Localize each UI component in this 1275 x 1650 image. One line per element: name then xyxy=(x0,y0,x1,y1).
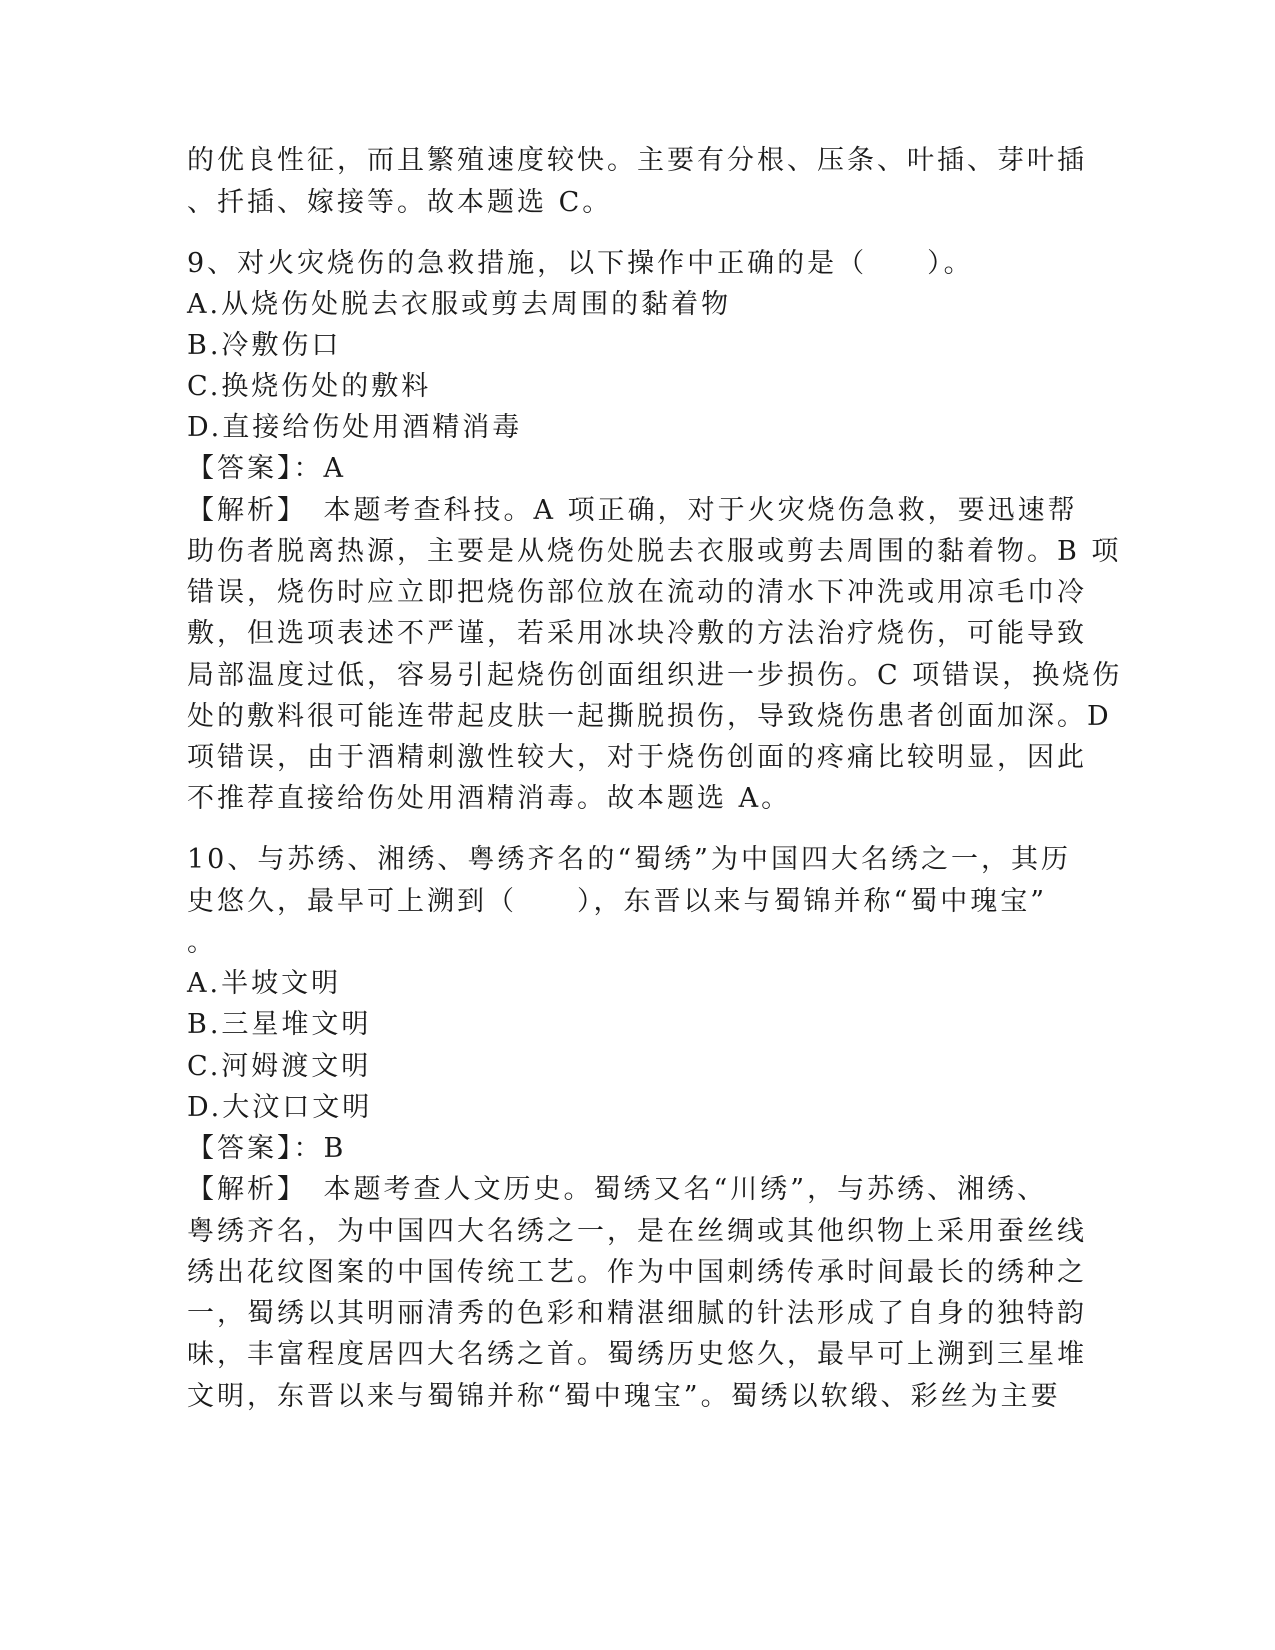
q10-option-d: D.大汶口文明 xyxy=(187,1092,373,1123)
q9-explanation-line-3: 错误，烧伤时应立即把烧伤部位放在流动的清水下冲洗或用凉毛巾冷 xyxy=(187,577,1087,608)
q10-question-line-1: 10、与苏绣、湘绣、粤绣齐名的“蜀绣”为中国四大名绣之一，其历 xyxy=(187,844,1071,875)
q9-explanation-line-6: 处的敷料很可能连带起皮肤一起撕脱损伤，导致烧伤患者创面加深。D xyxy=(187,701,1112,732)
q10-question-line-3: 。 xyxy=(187,927,217,958)
q10-explanation-line-2: 粤绣齐名，为中国四大名绣之一，是在丝绸或其他织物上采用蚕丝线 xyxy=(187,1216,1087,1247)
q9-explanation-line-4: 敷，但选项表述不严谨，若采用冰块冷敷的方法治疗烧伤，可能导致 xyxy=(187,618,1087,649)
q9-option-c: C.换烧伤处的敷料 xyxy=(187,371,432,402)
q9-option-b: B.冷敷伤口 xyxy=(187,330,342,361)
q10-explanation-line-3: 绣出花纹图案的中国传统工艺。作为中国刺绣传承时间最长的绣种之 xyxy=(187,1257,1087,1288)
q9-explanation-line-2: 助伤者脱离热源，主要是从烧伤处脱去衣服或剪去周围的黏着物。B 项 xyxy=(187,536,1122,567)
q10-explanation-line-6: 文明，东晋以来与蜀锦并称“蜀中瑰宝”。蜀绣以软缎、彩丝为主要 xyxy=(187,1381,1061,1412)
q8-explanation-line-1: 的优良性征，而且繁殖速度较快。主要有分根、压条、叶插、芽叶插 xyxy=(187,145,1087,176)
q10-explanation-line-5: 味，丰富程度居四大名绣之首。蜀绣历史悠久，最早可上溯到三星堆 xyxy=(187,1339,1087,1370)
q10-option-b: B.三星堆文明 xyxy=(187,1009,372,1040)
q9-explanation-line-1: 【解析】 本题考查科技。A 项正确，对于火灾烧伤急救，要迅速帮 xyxy=(187,495,1078,526)
q9-explanation-line-7: 项错误，由于酒精刺激性较大，对于烧伤创面的疼痛比较明显，因此 xyxy=(187,742,1087,773)
q10-explanation-line-1: 【解析】 本题考查人文历史。蜀绣又名“川绣”，与苏绣、湘绣、 xyxy=(187,1174,1048,1205)
q10-explanation-line-4: 一，蜀绣以其明丽清秀的色彩和精湛细腻的针法形成了自身的独特韵 xyxy=(187,1298,1087,1329)
q8-explanation-line-2: 、扦插、嫁接等。故本题选 C。 xyxy=(187,187,613,218)
q9-option-d: D.直接给伤处用酒精消毒 xyxy=(187,412,523,443)
q10-option-a: A.半坡文明 xyxy=(187,968,342,999)
q10-option-c: C.河姆渡文明 xyxy=(187,1051,372,1082)
q10-question-line-2: 史悠久，最早可上溯到（ ），东晋以来与蜀锦并称“蜀中瑰宝” xyxy=(187,886,1048,917)
q9-explanation-line-5: 局部温度过低，容易引起烧伤创面组织进一步损伤。C 项错误，换烧伤 xyxy=(187,660,1123,691)
q9-answer: 【答案】：A xyxy=(187,453,346,484)
q9-option-a: A.从烧伤处脱去衣服或剪去周围的黏着物 xyxy=(187,289,732,320)
q9-question: 9、对火灾烧伤的急救措施，以下操作中正确的是（ ）。 xyxy=(187,248,974,279)
q10-answer: 【答案】：B xyxy=(187,1133,347,1164)
q9-explanation-line-8: 不推荐直接给伤处用酒精消毒。故本题选 A。 xyxy=(187,783,792,814)
